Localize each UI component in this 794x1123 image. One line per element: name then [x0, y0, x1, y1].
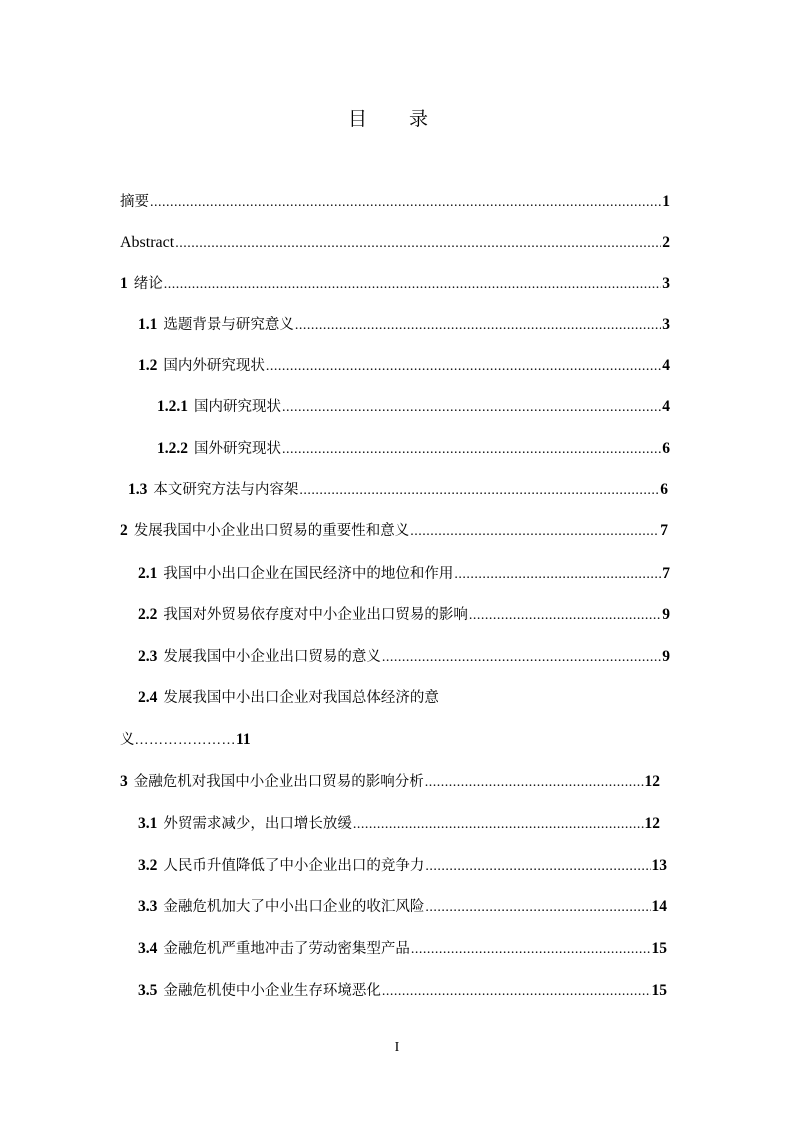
toc-entry-2-4-continuation[interactable] [120, 728, 251, 752]
toc-entry[interactable] [138, 603, 670, 627]
toc-entry-text: 金融危机加大了中小出口企业的收汇风险 [163, 899, 425, 915]
toc-dot-leader [150, 191, 661, 215]
toc-page-number: 3 [662, 275, 670, 292]
toc-dot-leader: ………………… [134, 733, 236, 748]
toc-entry-text: 我国对外贸易依存度对中小企业出口贸易的影响 [163, 607, 468, 623]
toc-entry-text: 金融危机严重地冲击了劳动密集型产品 [163, 941, 410, 957]
toc-page-number: 7 [660, 522, 668, 539]
toc-page-number: 2 [662, 234, 670, 251]
toc-dot-leader [295, 314, 661, 338]
toc-page-number: 3 [662, 316, 670, 333]
toc-dot-leader [410, 520, 659, 544]
toc-entry-text: 发展我国中小出口企业对我国总体经济的意 [163, 690, 439, 706]
toc-dot-leader [382, 646, 661, 670]
toc-entry-text: 绪论 [133, 276, 163, 292]
toc-dot-leader [425, 896, 650, 920]
toc-entry[interactable] [138, 354, 670, 378]
toc-dot-leader [175, 232, 661, 256]
toc-entry-number: 2.4 [138, 689, 158, 706]
toc-entry[interactable] [138, 854, 667, 878]
toc-entry[interactable] [138, 937, 667, 961]
toc-entry[interactable] [138, 979, 667, 1003]
toc-page-number: 9 [662, 648, 670, 665]
toc-page-number: 12 [644, 773, 660, 790]
toc-page-number: 11 [236, 731, 251, 748]
toc-entry-text: 国内研究现状 [194, 399, 281, 415]
toc-entry-text: Abstract [120, 234, 175, 251]
toc-page-number: 12 [644, 815, 660, 832]
toc-entry[interactable] [138, 313, 670, 337]
toc-entry[interactable] [138, 895, 667, 919]
toc-dot-leader [299, 479, 659, 503]
toc-entry-text: 发展我国中小企业出口贸易的意义 [163, 649, 381, 665]
toc-dot-leader [282, 438, 661, 462]
toc-entry-2-4[interactable] [138, 686, 439, 710]
toc-entry[interactable] [138, 645, 670, 669]
toc-entry-number: 3.5 [138, 982, 158, 999]
toc-page-number: 9 [662, 606, 670, 623]
toc-entry-number: 2.2 [138, 606, 158, 623]
toc-entry-text: 外贸需求减少，出口增长放缓 [163, 816, 352, 832]
toc-entry[interactable] [120, 231, 670, 255]
toc-dot-leader [353, 813, 644, 837]
toc-entry-text: 发展我国中小企业出口贸易的重要性和意义 [133, 523, 410, 539]
toc-entry[interactable] [120, 272, 670, 296]
toc-entry-text: 人民币升值降低了中小企业出口的竞争力 [163, 858, 425, 874]
page-footer-number: I [394, 1040, 400, 1055]
toc-entry-text: 金融危机使中小企业生存环境恶化 [163, 983, 381, 999]
toc-page-number: 15 [651, 940, 667, 957]
toc-dot-leader [164, 273, 662, 297]
toc-page-number: 7 [662, 565, 670, 582]
toc-entry-text: 国内外研究现状 [163, 358, 265, 374]
toc-page-number: 6 [660, 481, 668, 498]
toc-entry-text: 选题背景与研究意义 [163, 317, 294, 333]
toc-entry-text: 义 [120, 732, 135, 748]
toc-entry-number: 1.2 [138, 357, 158, 374]
toc-entry[interactable] [120, 190, 670, 214]
toc-entry-number: 1.1 [138, 316, 158, 333]
toc-entry[interactable] [138, 812, 660, 836]
toc-entry-number: 1 [120, 275, 128, 292]
toc-dot-leader [382, 980, 651, 1004]
toc-page-number: 4 [662, 398, 670, 415]
toc-dot-leader [469, 604, 661, 628]
toc-entry-number: 3 [120, 773, 128, 790]
toc-entry-number: 3.4 [138, 940, 158, 957]
toc-entry-number: 2 [120, 522, 128, 539]
toc-page-number: 1 [662, 193, 670, 210]
toc-dot-leader [282, 396, 661, 420]
toc-entry[interactable] [128, 478, 668, 502]
toc-dot-leader [266, 355, 661, 379]
toc-entry[interactable] [157, 395, 670, 419]
toc-entry-text: 本文研究方法与内容架 [153, 482, 299, 498]
toc-entry-number: 1.2.1 [157, 398, 188, 415]
toc-entry-number: 2.3 [138, 648, 158, 665]
toc-entry-text: 金融危机对我国中小企业出口贸易的影响分析 [133, 774, 424, 790]
toc-entry-number: 2.1 [138, 565, 158, 582]
toc-entry-text: 摘要 [120, 194, 149, 210]
toc-entry-number: 3.1 [138, 815, 158, 832]
toc-entry-text: 我国中小出口企业在国民经济中的地位和作用 [163, 566, 454, 582]
toc-page-number: 14 [651, 898, 667, 915]
toc-dot-leader [454, 563, 661, 587]
toc-entry-number: 1.2.2 [157, 440, 188, 457]
toc-entry[interactable] [138, 562, 670, 586]
toc-entry-text: 国外研究现状 [194, 441, 281, 457]
toc-entry-number: 3.2 [138, 857, 158, 874]
toc-entry-number: 1.3 [128, 481, 148, 498]
toc-entry[interactable] [120, 770, 660, 794]
toc-dot-leader [425, 855, 650, 879]
toc-dot-leader [411, 938, 651, 962]
toc-dot-leader [425, 771, 644, 795]
toc-page-number: 4 [662, 357, 670, 374]
toc-page-number: 6 [662, 440, 670, 457]
toc-page-number: 13 [651, 857, 667, 874]
toc-entry-number: 3.3 [138, 898, 158, 915]
toc-page-number: 15 [651, 982, 667, 999]
page-title: 目 录 [347, 108, 447, 130]
toc-entry[interactable] [157, 437, 670, 461]
toc-entry[interactable] [120, 519, 668, 543]
